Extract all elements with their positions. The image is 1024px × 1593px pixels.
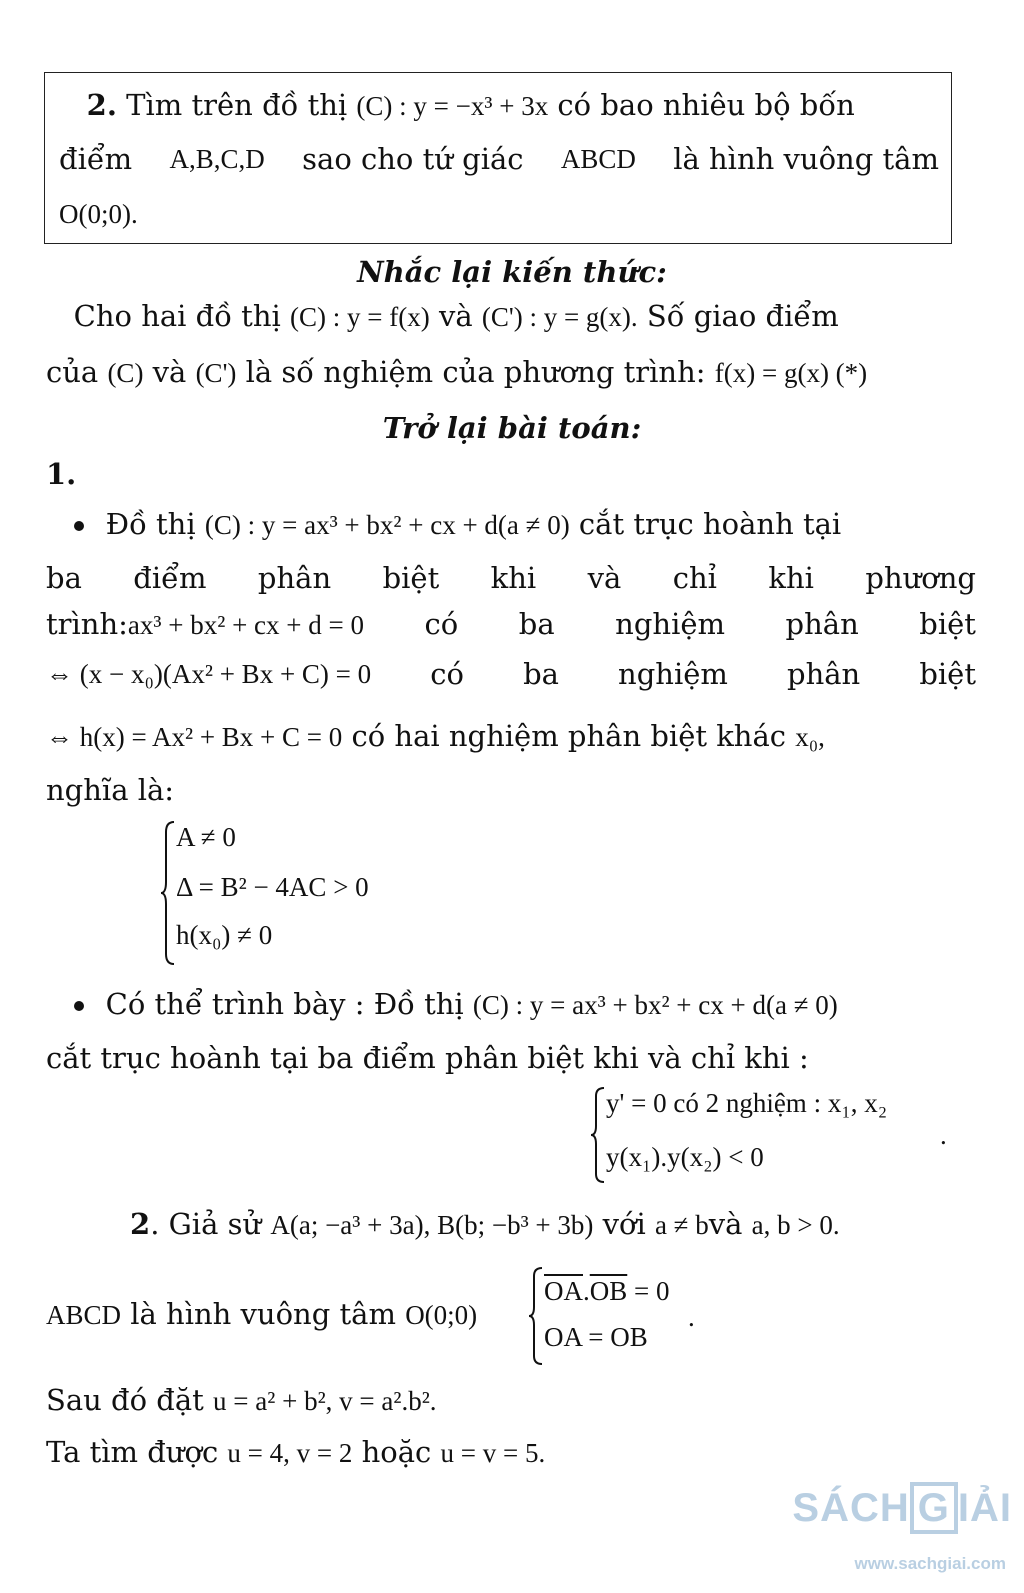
text: trình: bbox=[46, 607, 128, 641]
formula: (C) : y = f(x) bbox=[290, 302, 430, 332]
problem-formula: A,B,C,D bbox=[169, 144, 265, 174]
condition: Δ = B² − 4AC > 0 bbox=[176, 872, 369, 902]
text: Cho hai đồ thị bbox=[73, 299, 281, 333]
text: hoặc bbox=[361, 1435, 432, 1469]
condition: A ≠ 0 bbox=[176, 822, 236, 852]
text: Ta tìm được bbox=[46, 1435, 219, 1469]
formula: A(a; −a³ + 3a), B(b; −b³ + 3b) bbox=[270, 1210, 594, 1240]
formula: (C) bbox=[107, 358, 144, 388]
part1-line-5 bbox=[46, 718, 976, 755]
word: biệt bbox=[919, 607, 976, 641]
problem-text: có bao nhiêu bộ bốn bbox=[557, 88, 855, 122]
brand-logo-icon: G bbox=[910, 1482, 958, 1534]
word: phân bbox=[785, 607, 859, 641]
problem-text: Tìm trên đồ thị bbox=[126, 88, 348, 122]
text: là hình vuông tâm bbox=[130, 1297, 396, 1331]
text: cắt trục hoành tại bbox=[578, 507, 842, 541]
problem-box bbox=[44, 72, 952, 244]
part2-line-2 bbox=[46, 1296, 976, 1333]
recall-line-2 bbox=[46, 354, 976, 391]
vector-ob: $\overline{OB}$ bbox=[589, 1276, 628, 1306]
problem-line-3 bbox=[59, 195, 939, 232]
part1-line-6: nghĩa là: bbox=[46, 773, 175, 807]
word: biệt bbox=[919, 657, 976, 691]
word: khi bbox=[490, 561, 537, 595]
formula: O(0;0) bbox=[405, 1300, 478, 1330]
problem-text: là hình vuông tâm bbox=[673, 142, 939, 176]
bullet-icon bbox=[74, 1001, 84, 1011]
problem-text: sao cho tứ giác bbox=[302, 142, 524, 176]
word: biệt bbox=[382, 561, 440, 595]
part1-line-2 bbox=[46, 560, 976, 596]
brand-part: IẢI bbox=[957, 1486, 1012, 1530]
word: ba bbox=[518, 607, 555, 641]
text: Đồ thị bbox=[105, 507, 196, 541]
condition: $\overline{OA}.\overline{OB} = 0$ bbox=[544, 1276, 670, 1306]
watermark-url: www.sachgiai.com bbox=[854, 1554, 1006, 1573]
formula: u = 4, v = 2 bbox=[227, 1438, 353, 1468]
section-number-1: 1. bbox=[46, 457, 77, 491]
formula: f(x) = g(x) (*) bbox=[714, 358, 868, 388]
problem-line-1 bbox=[59, 87, 939, 124]
word: ba bbox=[523, 657, 559, 691]
formula: ax³ + bx² + cx + d = 0 bbox=[127, 610, 364, 640]
bullet-icon bbox=[74, 521, 84, 531]
period: . bbox=[688, 1302, 695, 1332]
part2-line-3 bbox=[46, 1382, 976, 1419]
formula: ⇔ h(x) = Ax² + Bx + C = 0 bbox=[46, 722, 343, 752]
text: và bbox=[708, 1207, 743, 1241]
part2-line-4 bbox=[46, 1434, 976, 1471]
problem-line-2 bbox=[59, 141, 939, 177]
text: với bbox=[602, 1207, 646, 1241]
text: có hai nghiệm phân biệt khác bbox=[351, 719, 787, 753]
recall-heading: Nhắc lại kiến thức: bbox=[357, 255, 667, 289]
brace-icon bbox=[160, 820, 176, 966]
brand-part: SÁCH bbox=[792, 1486, 910, 1530]
problem-number: 2. bbox=[86, 88, 117, 122]
word: có bbox=[424, 607, 459, 641]
brace-icon bbox=[528, 1266, 544, 1366]
word: nghiệm bbox=[615, 607, 726, 641]
part1-line-3 bbox=[46, 606, 976, 643]
part2-line-1 bbox=[130, 1206, 1024, 1243]
text: Có thể trình bày : Đồ thị bbox=[105, 987, 464, 1021]
period: . bbox=[940, 1120, 947, 1150]
word: điểm bbox=[133, 561, 207, 595]
part1-bullet-1 bbox=[46, 506, 976, 543]
formula: u = a² + b², v = a².b². bbox=[213, 1386, 437, 1416]
formula: (C') : y = g(x). bbox=[481, 302, 638, 332]
formula: x₀, bbox=[795, 722, 825, 752]
problem-formula: (C) : y = −x³ + 3x bbox=[356, 91, 549, 121]
word: khi bbox=[768, 561, 814, 595]
word: phương bbox=[865, 561, 976, 595]
formula: ABCD bbox=[46, 1300, 122, 1330]
problem-text: điểm bbox=[59, 142, 133, 176]
word: có bbox=[430, 657, 464, 691]
word: phân bbox=[787, 657, 861, 691]
text: và bbox=[438, 299, 473, 333]
problem-formula: O(0;0). bbox=[59, 199, 138, 229]
formula: ⇔ (x − x₀)(Ax² + Bx + C) = 0 bbox=[46, 659, 372, 689]
word: và bbox=[587, 561, 622, 595]
text: của bbox=[46, 355, 99, 389]
text: và bbox=[152, 355, 187, 389]
part1-bullet-2-line-2: cắt trục hoành tại ba điểm phân biệt khi và chỉ khi : bbox=[46, 1041, 809, 1075]
formula: (C) : y = ax³ + bx² + cx + d(a ≠ 0) bbox=[204, 510, 570, 540]
text: là số nghiệm của phương trình: bbox=[245, 355, 706, 389]
watermark-brand bbox=[792, 1482, 1012, 1534]
condition: h(x₀) ≠ 0 bbox=[176, 920, 273, 950]
word: phân bbox=[257, 561, 332, 595]
section-number: 2 bbox=[130, 1207, 151, 1241]
problem-formula: ABCD bbox=[560, 144, 636, 174]
formula: u = v = 5. bbox=[440, 1438, 546, 1468]
part1-bullet-2 bbox=[46, 986, 976, 1023]
condition: y(x₁).y(x₂) < 0 bbox=[606, 1142, 764, 1172]
watermark bbox=[792, 1468, 1012, 1583]
condition: y' = 0 có 2 nghiệm : x₁, x₂ bbox=[606, 1088, 888, 1118]
formula: (C') bbox=[195, 358, 237, 388]
back-heading: Trở lại bài toán: bbox=[382, 411, 642, 445]
condition: OA = OB bbox=[544, 1322, 648, 1352]
text: . Giả sử bbox=[150, 1207, 262, 1241]
formula: a ≠ b bbox=[654, 1210, 709, 1240]
formula: (C) : y = ax³ + bx² + cx + d(a ≠ 0) bbox=[472, 990, 838, 1020]
formula: a, b > 0. bbox=[751, 1210, 840, 1240]
brace-icon bbox=[590, 1086, 606, 1184]
recall-line-1 bbox=[46, 298, 976, 335]
text: Số giao điểm bbox=[646, 299, 839, 333]
part1-line-4 bbox=[46, 656, 976, 692]
word: ba bbox=[46, 561, 82, 595]
word: chỉ bbox=[672, 561, 717, 595]
vector-oa: $\overline{OA}$ bbox=[544, 1276, 583, 1306]
text: Sau đó đặt bbox=[46, 1383, 204, 1417]
word: nghiệm bbox=[618, 657, 728, 691]
